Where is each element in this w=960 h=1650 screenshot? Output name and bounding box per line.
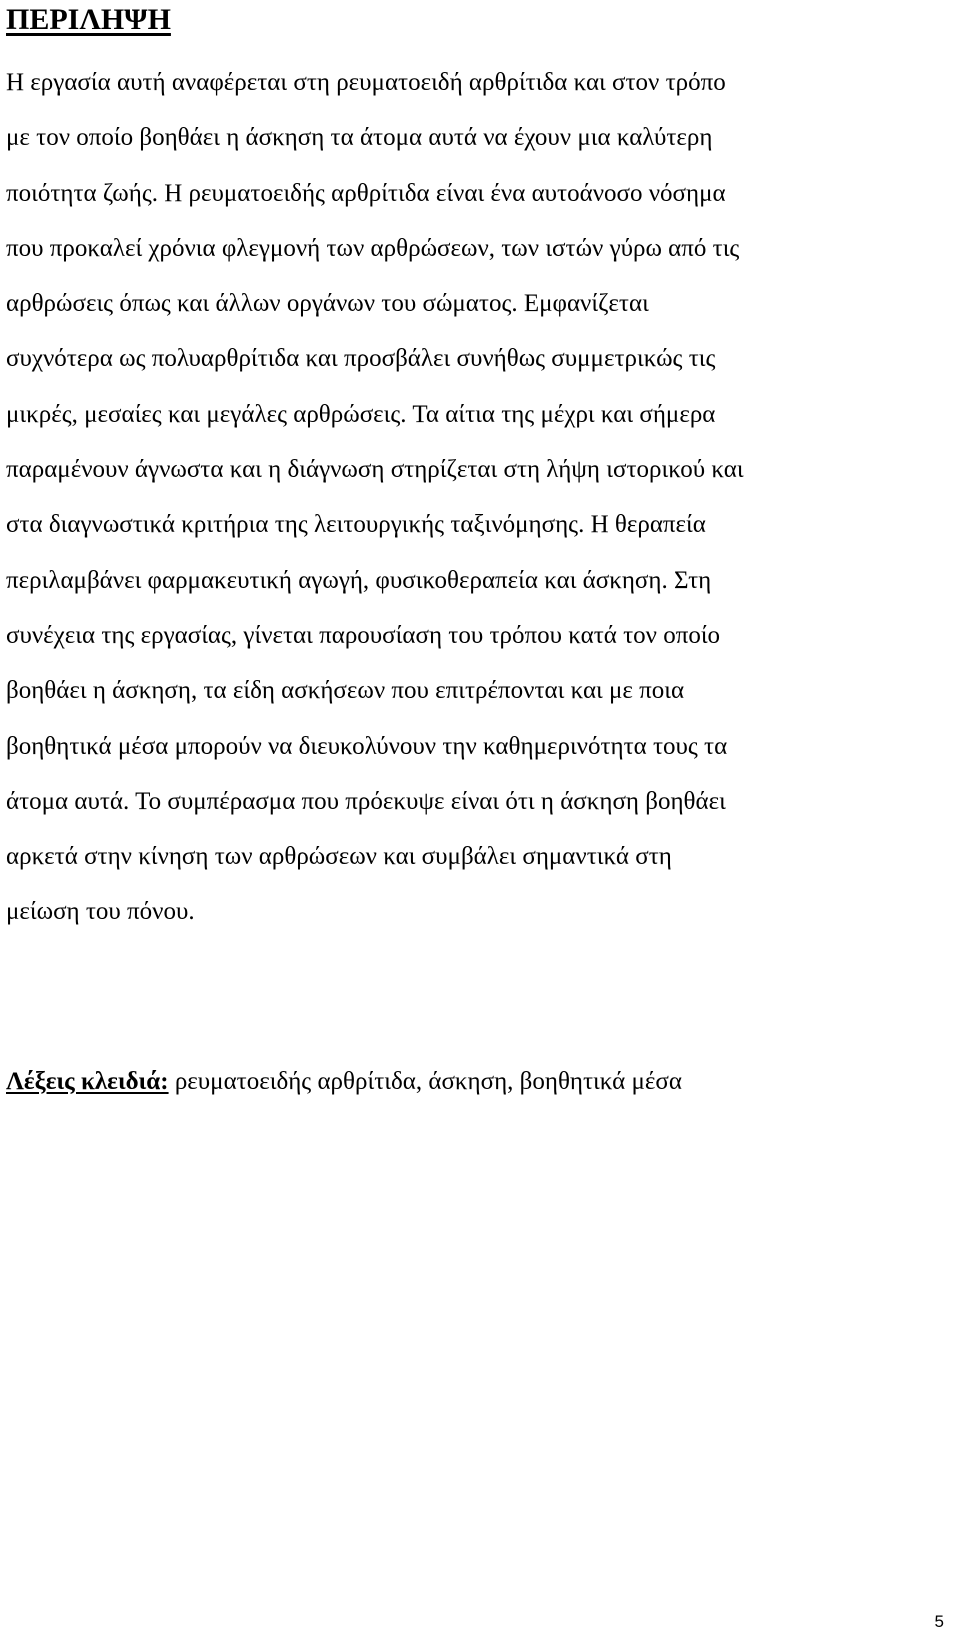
abstract-line: που προκαλεί χρόνια φλεγμονή των αρθρώσεων, των ιστών γύρω από τις bbox=[6, 234, 740, 262]
abstract-line: μικρές, μεσαίες και μεγάλες αρθρώσεις. Τα αίτια της μέχρι και σήμερα bbox=[6, 400, 716, 428]
abstract-line: Η εργασία αυτή αναφέρεται στη ρευματοειδή αρθρίτιδα και στον τρόπο bbox=[6, 69, 726, 96]
abstract-paragraph bbox=[6, 55, 946, 940]
abstract-line: βοηθητικά μέσα μπορούν να διευκολύνουν την καθημερινότητα τους τα bbox=[6, 732, 728, 760]
abstract-line: στα διαγνωστικά κριτήρια της λειτουργικής ταξινόμησης. Η θεραπεία bbox=[6, 511, 706, 539]
keywords-label: Λέξεις κλειδιά: bbox=[6, 1068, 169, 1095]
abstract-heading: ΠΕΡΙΛΗΨΗ bbox=[6, 3, 171, 36]
abstract-line: συνέχεια της εργασίας, γίνεται παρουσίαση του τρόπου κατά τον οποίο bbox=[6, 621, 721, 649]
keywords bbox=[6, 1067, 682, 1097]
abstract-line: μείωση του πόνου. bbox=[6, 898, 195, 926]
abstract-line: αρκετά στην κίνηση των αρθρώσεων και συμβάλει σημαντικά στη bbox=[6, 843, 672, 871]
abstract-line: περιλαμβάνει φαρμακευτική αγωγή, φυσικοθεραπεία και άσκηση. Στη bbox=[6, 566, 712, 594]
keywords-value: ρευματοειδής αρθρίτιδα, άσκηση, βοηθητικά μέσα bbox=[168, 1068, 682, 1095]
page-number: 5 bbox=[934, 1612, 944, 1631]
abstract-line: συχνότερα ως πολυαρθρίτιδα και προσβάλει συνήθως συμμετρικώς τις bbox=[6, 345, 716, 373]
abstract-line: με τον οποίο βοηθάει η άσκηση τα άτομα αυτά να έχουν μια καλύτερη bbox=[6, 124, 713, 152]
abstract-line: αρθρώσεις όπως και άλλων οργάνων του σώματος. Εμφανίζεται bbox=[6, 290, 649, 318]
abstract-line: βοηθάει η άσκηση, τα είδη ασκήσεων που επιτρέπονται και με ποια bbox=[6, 677, 685, 705]
abstract-line: ποιότητα ζωής. Η ρευματοειδής αρθρίτιδα είναι ένα αυτοάνοσο νόσημα bbox=[6, 179, 726, 207]
abstract-line: παραμένουν άγνωστα και η διάγνωση στηρίζεται στη λήψη ιστορικού και bbox=[6, 456, 744, 484]
abstract-line: άτομα αυτά. Το συμπέρασμα που πρόεκυψε είναι ότι η άσκηση βοηθάει bbox=[6, 787, 726, 815]
